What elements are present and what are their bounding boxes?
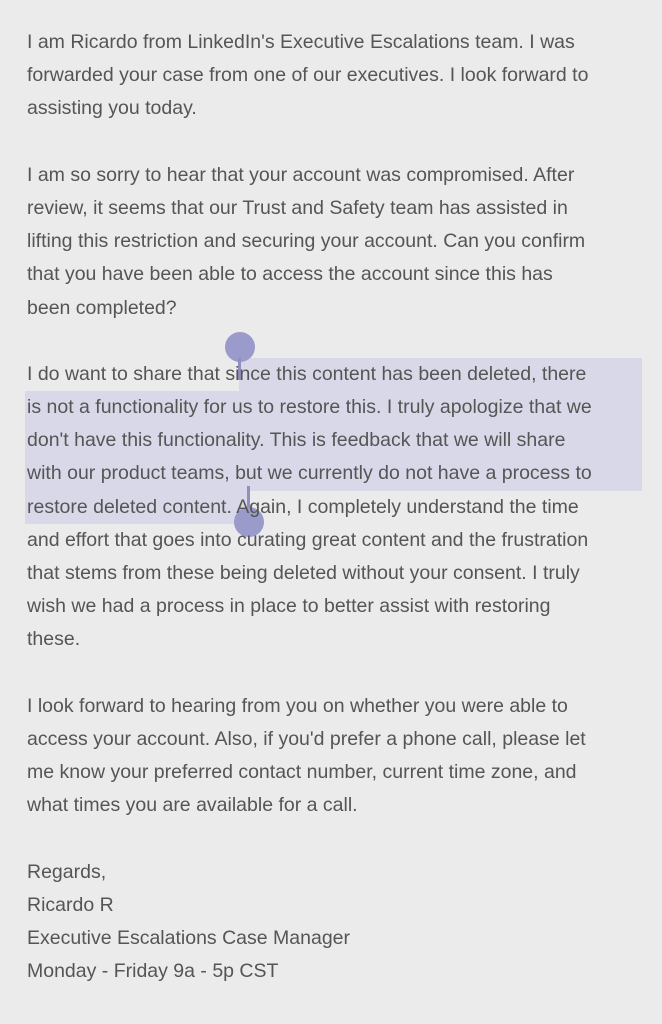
text-line: and effort that goes into curating great content and the frustration (27, 528, 589, 551)
email-signature (27, 856, 647, 989)
signature-closing: Regards, (27, 860, 107, 883)
text-line: been completed? (27, 296, 177, 319)
paragraph-intro (27, 26, 647, 126)
text-line: access your account. Also, if you'd prefer a phone call, please let (27, 727, 586, 750)
text-line: is not a functionality for us to restore this. I truly apologize that we (27, 396, 592, 419)
paragraph-account-status (27, 159, 647, 325)
signature-name: Ricardo R (27, 893, 114, 916)
text-line: lifting this restriction and securing your account. Can you confirm (27, 230, 586, 253)
paragraph-deleted-content (27, 358, 647, 657)
text-line: what times you are available for a call. (27, 794, 358, 817)
text-line: forwarded your case from one of our executives. I look forward to (27, 64, 589, 87)
text-line: I look forward to hearing from you on whether you were able to (27, 694, 568, 717)
paragraph-follow-up (27, 690, 647, 823)
text-line: that you have been able to access the account since this has (27, 263, 553, 286)
text-line: review, it seems that our Trust and Safety team has assisted in (27, 196, 568, 219)
signature-hours: Monday - Friday 9a - 5p CST (27, 960, 279, 983)
text-line: I am Ricardo from LinkedIn's Executive Escalations team. I was (27, 31, 575, 53)
text-line: these. (27, 628, 81, 651)
signature-title: Executive Escalations Case Manager (27, 927, 350, 950)
text-line: I do want to share that since this content has been deleted, there (27, 362, 587, 385)
text-line: with our product teams, but we currently do not have a process to (27, 462, 592, 485)
text-line: I am so sorry to hear that your account was compromised. After (27, 163, 575, 186)
text-line: restore deleted content. Again, I completely understand the time (27, 495, 579, 518)
text-line: wish we had a process in place to better assist with restoring (27, 595, 551, 618)
text-line: that stems from these being deleted without your consent. I truly (27, 562, 580, 584)
email-body (27, 26, 647, 988)
text-line: assisting you today. (27, 97, 197, 120)
text-line: don't have this functionality. This is feedback that we will share (27, 429, 566, 452)
text-line: me know your preferred contact number, current time zone, and (27, 761, 577, 784)
